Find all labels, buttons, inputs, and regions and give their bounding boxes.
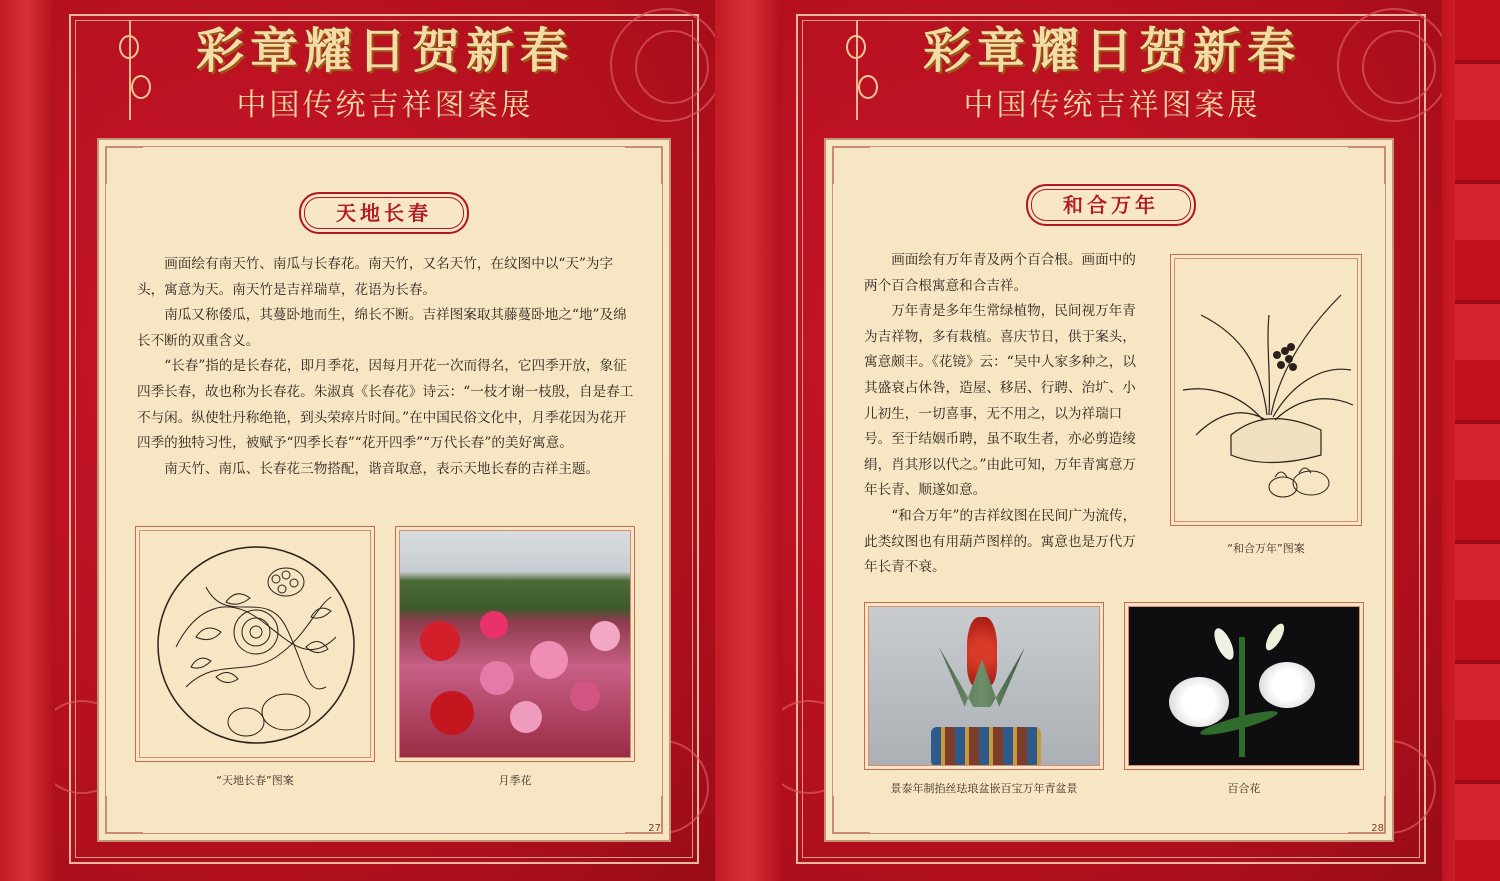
page-number: 27 [648, 823, 661, 834]
paragraph: 画面绘有南天竹、南瓜与长春花。南天竹，又名天竹，在纹图中以“天”为字头，寓意为天。南天竹是吉祥瑞草，花语为长春。 [137, 256, 614, 298]
image-caption: “和合万年”图案 [1227, 542, 1305, 555]
exhibition-subtitle: 中国传统吉祥图案展 [963, 88, 1261, 123]
paragraph: 南天竹、南瓜、长春花三物搭配，谐音取意，表示天地长春的吉祥主题。 [164, 460, 600, 477]
photo-frame [1124, 602, 1364, 770]
tiandi-changchun-pattern-image [136, 527, 376, 763]
body-text [864, 248, 1146, 581]
corner-ornament [832, 796, 870, 834]
right-edge-architecture [1455, 0, 1500, 881]
paragraph: “长春”指的是长春花，即月季花，因每月开花一次而得名，它四季开放，象征四季长春，故也称为长春花。朱淑真《长春花》诗云：“一枝才谢一枝殷，自是春工不与闲。纵使牡丹称绝艳，到头荣瘁片时间。”在中国民俗文化中，月季花因为花开四季的独特习性，被赋予“四季长春”“花开四季”“万代长春”的美好寓意。 [137, 358, 634, 452]
content-card [824, 138, 1394, 842]
paragraph: 南瓜又称倭瓜，其蔓卧地而生，绵长不断。吉祥图案取其藤蔓卧地之“地”及绵长不断的双重含义。 [137, 307, 627, 349]
body-text [137, 252, 639, 482]
pattern-image-frame [135, 526, 375, 762]
lily-photo [1129, 607, 1359, 765]
corner-ornament [1348, 146, 1386, 184]
photo-frame [395, 526, 635, 762]
corner-ornament [832, 146, 870, 184]
right-page [782, 0, 1442, 881]
hehe-wannian-pattern-image [1171, 255, 1363, 527]
paragraph: “和合万年”的吉祥纹图在民间广为流传，此类纹图也有用葫芦图样的。寓意也是万代万年长青不衰。 [864, 507, 1137, 576]
section-title-badge: 天地长春 [299, 192, 469, 234]
left-page [55, 0, 715, 881]
left-margin-strip [0, 0, 55, 881]
page-number: 28 [1371, 823, 1384, 834]
image-caption: “天地长春”图案 [216, 774, 294, 787]
photo-frame [864, 602, 1104, 770]
cloisonne-wannianqing-photo [869, 607, 1099, 765]
exhibition-subtitle: 中国传统吉祥图案展 [236, 88, 534, 123]
exhibition-title: 彩章耀日贺新春 [195, 23, 574, 79]
corner-ornament [105, 146, 143, 184]
image-caption: 景泰年制掐丝珐琅盆嵌百宝万年青盆景 [890, 782, 1078, 795]
section-title-badge: 和合万年 [1026, 184, 1196, 226]
pattern-image-frame [1170, 254, 1362, 526]
image-caption: 百合花 [1227, 782, 1261, 795]
corner-ornament [625, 146, 663, 184]
paragraph: 万年青是多年生常绿植物，民间视万年青为吉祥物，多有栽植。喜庆节日，供于案头，寓意颇丰。《花镜》云：“吴中人家多种之，以其盛衰占休咎，造屋、移居、行聘、治圹、小儿初生，一切喜事，无不用之，以为祥瑞口号。至于结姻币聘，虽不取生者，亦必剪造绫绢，肖其形以代之。”由此可知，万年青寓意万年长青、顺遂如意。 [864, 303, 1137, 499]
content-card [97, 138, 671, 842]
corner-ornament [105, 796, 143, 834]
exhibition-title: 彩章耀日贺新春 [922, 23, 1301, 79]
paragraph: 画面绘有万年青及两个百合根。画面中的两个百合根寓意和合吉祥。 [864, 252, 1136, 294]
center-gap [715, 0, 782, 881]
image-caption: 月季花 [498, 774, 532, 787]
rose-garden-photo [400, 531, 630, 757]
